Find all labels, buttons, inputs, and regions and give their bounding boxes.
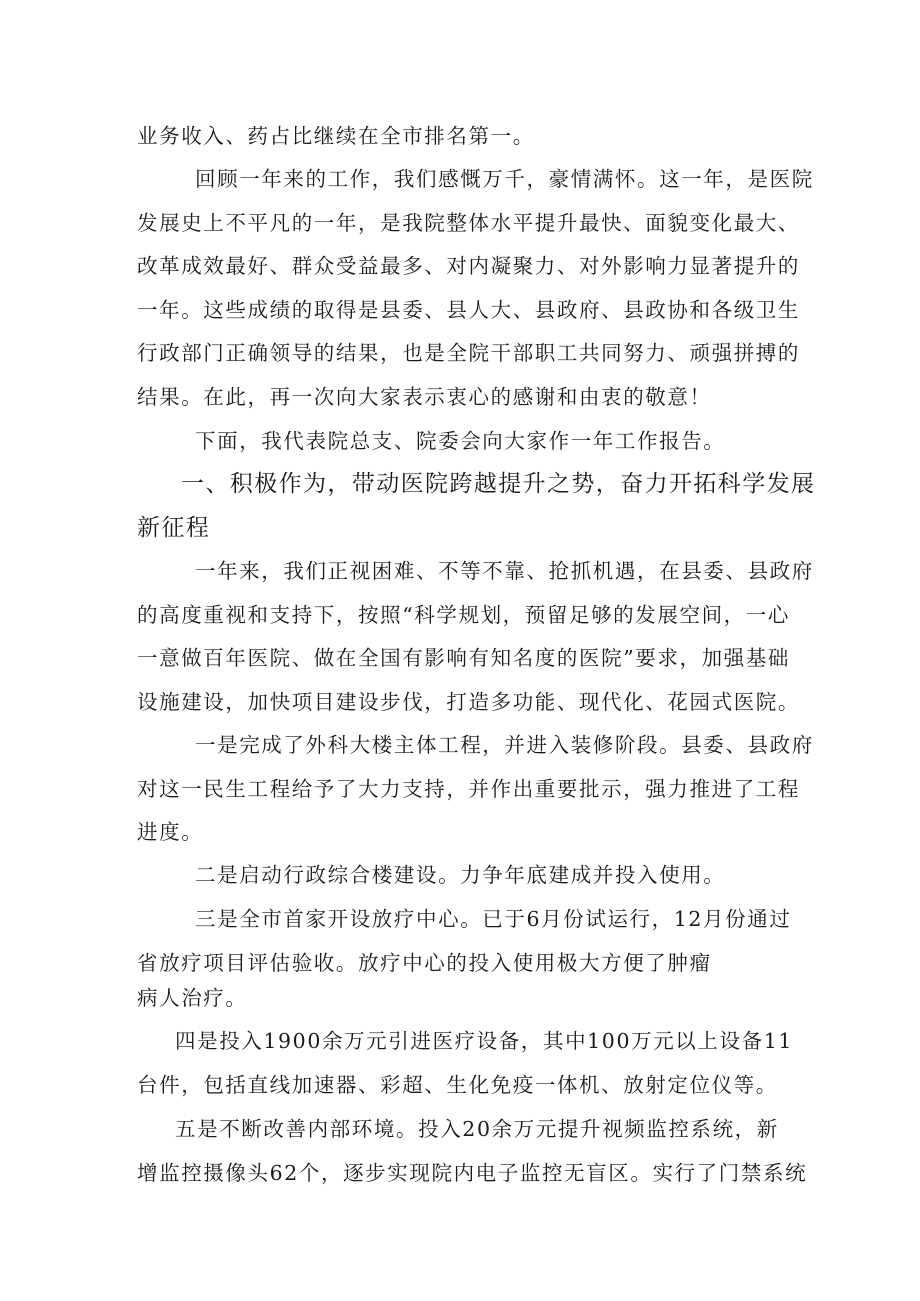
text-line: 病人治疗。	[137, 986, 248, 1011]
paragraph-review	[137, 158, 814, 420]
text-line: 一是完成了外科大楼主体工程，并进入装修阶段。县委、县政府	[195, 733, 814, 757]
paragraph-overview	[137, 550, 814, 724]
text-line: 下面，我代表院总支、院委会向大家作一年工作报告。	[195, 429, 726, 453]
text-line: 二是启动行政综合楼建设。力争年底建成并投入使用。	[195, 863, 726, 887]
paragraph-intro	[137, 420, 789, 464]
text-line: 三是全市首家开设放疗中心。已于6月份试运行，12月份通过	[195, 907, 792, 931]
text-line: 对这一民生工程给予了大力支持，并作出重要批示，强力推进了工程	[137, 776, 800, 801]
paragraph-item-five	[137, 1108, 808, 1195]
text-line: 一意做百年医院、做在全国有影响有知名度的医院”要求，加强基础	[137, 646, 790, 671]
text-line: 四是投入1900余万元引进医疗设备，其中100万元以上设备11	[175, 1029, 793, 1053]
text-line: 台件，包括直线加速器、彩超、生化免疫一体机、放射定位仪等。	[137, 1072, 778, 1097]
paragraph-item-two	[137, 854, 789, 898]
text-line: 省放疗项目评估验收。放疗中心的投入使用极大方便了肿瘤	[137, 950, 712, 975]
heading-line: 一、积极作为，带动医院跨越提升之势，奋力开拓科学发展	[181, 471, 816, 497]
text-line: 行政部门正确领导的结果，也是全院干部职工共同努力、顽强拼搏的	[137, 341, 800, 366]
text-line: 增监控摄像头62个，逐步实现院内电子监控无盲区。实行了门禁系统	[137, 1160, 808, 1185]
text-line: 进度。	[137, 820, 204, 845]
text-line: 业务收入、药占比继续在全市排名第一。	[137, 124, 535, 148]
text-line: 结果。在此，再一次向大家表示衷心的感谢和由衷的敬意！	[137, 384, 712, 409]
text-line: 发展史上不平凡的一年，是我院整体水平提升最快、面貌变化最大、	[137, 210, 800, 235]
heading-line: 新征程	[137, 515, 211, 541]
paragraph-item-four	[137, 1020, 793, 1107]
text-line: 的高度重视和支持下，按照“科学规划，预留足够的发展空间，一心	[137, 602, 790, 627]
text-line: 设施建设，加快项目建设步伐，打造多功能、现代化、花园式医院。	[137, 689, 800, 714]
paragraph-item-one	[137, 724, 814, 855]
section-heading	[137, 462, 816, 550]
paragraph-item-three	[137, 898, 792, 1021]
text-line: 改革成效最好、群众受益最多、对内凝聚力、对外影响力显著提升的	[137, 254, 800, 279]
text-line: 一年来，我们正视困难、不等不靠、抢抓机遇，在县委、县政府	[195, 559, 814, 583]
text-line: 回顾一年来的工作，我们感慨万千，豪情满怀。这一年，是医院	[195, 167, 814, 191]
text-line: 五是不断改善内部环境。投入20余万元提升视频监控系统，新	[175, 1117, 779, 1141]
paragraph-continuation	[137, 115, 789, 159]
text-line: 一年。这些成绩的取得是县委、县人大、县政府、县政协和各级卫生	[137, 297, 800, 322]
